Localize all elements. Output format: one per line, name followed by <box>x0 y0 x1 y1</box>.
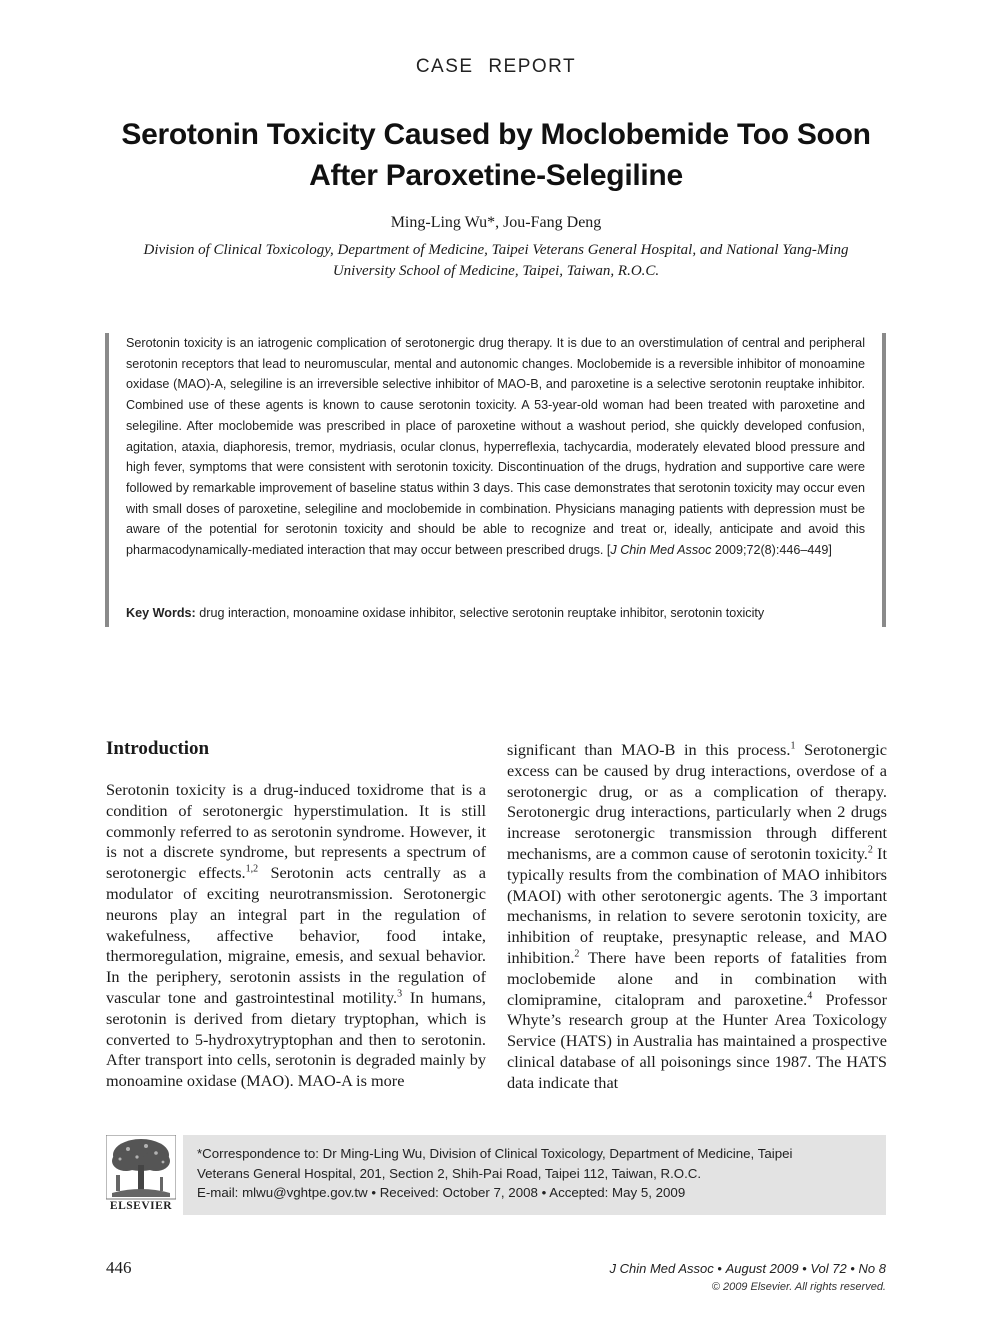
correspondence-line-2: Veterans General Hospital, 201, Section 2, Shih-Pai Road, Taipei 112, Taiwan, R.O.C. <box>197 1165 702 1181</box>
text-run: Serotonergic excess can be caused by drug interactions, overdose of a serotonergic drug, or as a complication of therapy. Serotonergic drug interactions, particularly when 2 drugs increase serotonergic transmission through different mechanisms, are a common cause of serotonin toxicity. <box>507 740 887 863</box>
reference-link[interactable]: 3 <box>397 988 403 1000</box>
page-number: 446 <box>106 1258 132 1277</box>
journal-name: J Chin Med Assoc <box>609 1261 714 1276</box>
reference-link[interactable]: 2 <box>574 948 580 960</box>
text-run: In humans, serotonin is derived from dietary tryptophan, which is converted to 5-hydroxytryptophan and then to serotonin. After transport into cells, serotonin is degraded mainly by monoamine oxidase (MAO). MAO-A is more <box>106 987 486 1091</box>
text-run: It typically results from the combination of MAO inhibitors (MAOI) with other serotonergic agents. The 3 important mechanisms, in relation to severe serotonin toxicity, are inhibition of reuptake, presynaptic release, and MAO inhibition. <box>507 843 887 967</box>
citation-open: [ <box>603 543 611 558</box>
intro-paragraph <box>106 780 486 1092</box>
keywords-list: drug interaction, monoamine oxidase inhibitor, selective serotonin reuptake inhibitor, serotonin toxicity <box>195 606 765 620</box>
issue-number: No 8 <box>858 1261 886 1276</box>
reference-link[interactable]: 1 <box>790 740 796 752</box>
copyright: © 2009 Elsevier. All rights reserved. <box>711 1281 886 1293</box>
section-label: CASE REPORT <box>415 56 577 77</box>
bullet-separator: • <box>846 1261 859 1276</box>
citation-rest: 2009;72(8):446–449] <box>711 543 832 558</box>
body-column-right <box>507 740 887 1094</box>
received-date: Received: October 7, 2008 <box>379 1185 538 1201</box>
bullet-separator: • <box>713 1261 726 1276</box>
bullet-separator: • <box>798 1261 811 1276</box>
keywords-label: Key Words: <box>126 606 196 620</box>
elsevier-wordmark: ELSEVIER <box>109 1200 173 1212</box>
text-run: There have been reports of fatalities from moclobemide alone and in combination with clomipramine, citalopram and paroxetine. <box>507 947 887 1009</box>
abstract-body: Serotonin toxicity is an iatrogenic complication of serotonergic drug therapy. It is due to an overstimulation of central and peripheral serotonin receptors that lead to neuromuscular, mental and autonomic changes. Moclobemide is a reversible inhibitor of monoamine oxidase (MAO)-A, selegiline is an irreversible selective inhibitor of MAO-B, and paroxetine is a selective serotonin reuptake inhibitor. Combined use of these agents is known to cause serotonin toxicity. A 53-year-old woman had been treated with paroxetine and selegiline. After moclobemide was prescribed in place of paroxetine without a washout period, she quickly developed confusion, agitation, ataxia, diaphoresis, tremor, mydriasis, ocular clonus, hyperreflexia, tachycardia, moderately elevated blood pressure and high fever, symptoms that were consistent with serotonin toxicity. Discontinuation of the drugs, hydration and supportive care were followed by remarkable improvement of baseline status within 3 days. This case demonstrates that serotonin toxicity may occur even with small doses of paroxetine, selegiline and moclobemide in combination. Physicians managing patients with depression must be aware of the potential for serotonin toxicity and should be able to recognize and treat or, ideally, anticipate and avoid this pharmacodynamically-mediated interaction that may occur between prescribed drugs. <box>126 336 865 558</box>
intro-paragraph-continued <box>507 740 887 1094</box>
abstract-box <box>105 333 886 627</box>
article-affiliation: Division of Clinical Toxicology, Department of Medicine, Taipei Veterans General Hospital, and National Yang-Ming University School of Medicine, Taipei, Taiwan, R.O.C. <box>143 242 849 279</box>
correspondence-box <box>183 1135 886 1215</box>
text-run: Serotonin toxicity is a drug-induced toxidrome that is a condition of serotonergic hyperstimulation. It is still commonly referred to as serotonin syndrome. However, it is not a discrete syndrome, but represents a spectrum of serotonergic effects. <box>106 780 486 883</box>
correspondence-text <box>197 1144 877 1203</box>
body-column-left <box>106 738 486 1092</box>
reference-link[interactable]: 2 <box>867 844 873 856</box>
abstract-text <box>126 333 865 561</box>
text-run: Serotonin acts centrally as a modulator of exciting neurotransmission. Serotonergic neurons play an integral part in the regulation of wakefulness, affective behavior, food intake, thermoregulation, migraine, emesis, and sexual behavior. In the periphery, serotonin assists in the regulation of vascular tone and gastrointestinal motility. <box>106 863 487 1007</box>
reference-link[interactable]: 4 <box>807 990 813 1002</box>
introduction-heading: Introduction <box>106 738 210 759</box>
volume: Vol 72 <box>810 1261 847 1276</box>
correspondence-line-3 <box>197 1183 877 1203</box>
article-authors: Ming-Ling Wu*, Jou-Fang Deng <box>390 214 602 231</box>
correspondence-email[interactable]: E-mail: mlwu@vghtpe.gov.tw <box>197 1185 368 1201</box>
bullet-separator: • <box>537 1185 550 1201</box>
citation-journal: J Chin Med Assoc <box>610 543 712 558</box>
correspondence-line-1: *Correspondence to: Dr Ming-Ling Wu, Division of Clinical Toxicology, Department of Medicine, Taipei <box>197 1146 793 1161</box>
accepted-date: Accepted: May 5, 2009 <box>549 1185 686 1201</box>
keywords <box>126 603 865 623</box>
bullet-separator: • <box>367 1185 380 1201</box>
journal-info <box>610 1261 887 1276</box>
article-title: Serotonin Toxicity Caused by Moclobemide Too Soon After Paroxetine-Selegiline <box>121 118 871 192</box>
issue-date: August 2009 <box>725 1261 799 1276</box>
text-run: Professor Whyte’s research group at the Hunter Area Toxicology Service (HATS) in Australia has maintained a prospective clinical database of all poisonings since 1987. The HATS data indicate that <box>507 989 887 1092</box>
reference-link[interactable]: 1,2 <box>245 863 259 875</box>
text-run: significant than MAO-B in this process. <box>507 740 791 759</box>
